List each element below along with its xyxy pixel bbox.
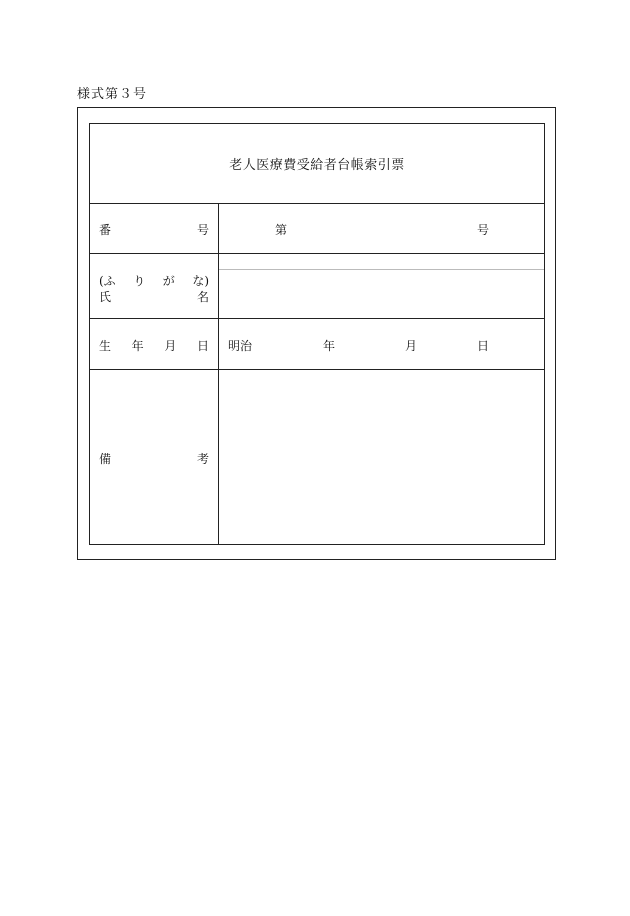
remarks-label [90,370,219,544]
birthdate-label-char: 生 [99,339,112,353]
form-number: 様式第３号 [77,87,148,102]
birthdate-year-unit: 年 [323,339,336,353]
number-row [90,204,544,254]
name-value[interactable] [219,254,544,318]
remarks-row [90,370,544,544]
birthdate-label-char: 日 [196,339,209,353]
remarks-label-char: 備 [99,452,112,466]
birthdate-label-char: 月 [164,339,177,353]
furigana-label-char: な) [192,274,209,288]
number-suffix: 号 [477,223,490,237]
number-label [90,204,219,253]
birthdate-day-unit: 日 [477,339,490,353]
furigana-divider [219,269,544,270]
furigana-label-char: が [162,274,175,288]
birthdate-value[interactable] [219,319,544,369]
birthdate-month-unit: 月 [405,339,418,353]
name-label-char: 名 [196,290,209,304]
remarks-label-char: 考 [196,452,209,466]
card-title: 老人医療費受給者台帳索引票 [90,124,544,204]
birthdate-era: 明治 [228,339,253,353]
name-label [90,254,219,318]
number-label-char: 号 [196,223,209,237]
number-value[interactable] [219,204,544,253]
name-row [90,254,544,319]
birthdate-row [90,319,544,370]
furigana-label-char: り [133,274,146,288]
name-label-char: 氏 [99,290,112,304]
birthdate-label-char: 年 [131,339,144,353]
birthdate-label [90,319,219,369]
number-prefix: 第 [275,223,288,237]
number-label-char: 番 [99,223,112,237]
remarks-value[interactable] [219,370,544,544]
index-card-table [89,123,545,545]
furigana-label-char: (ふ [99,274,116,288]
